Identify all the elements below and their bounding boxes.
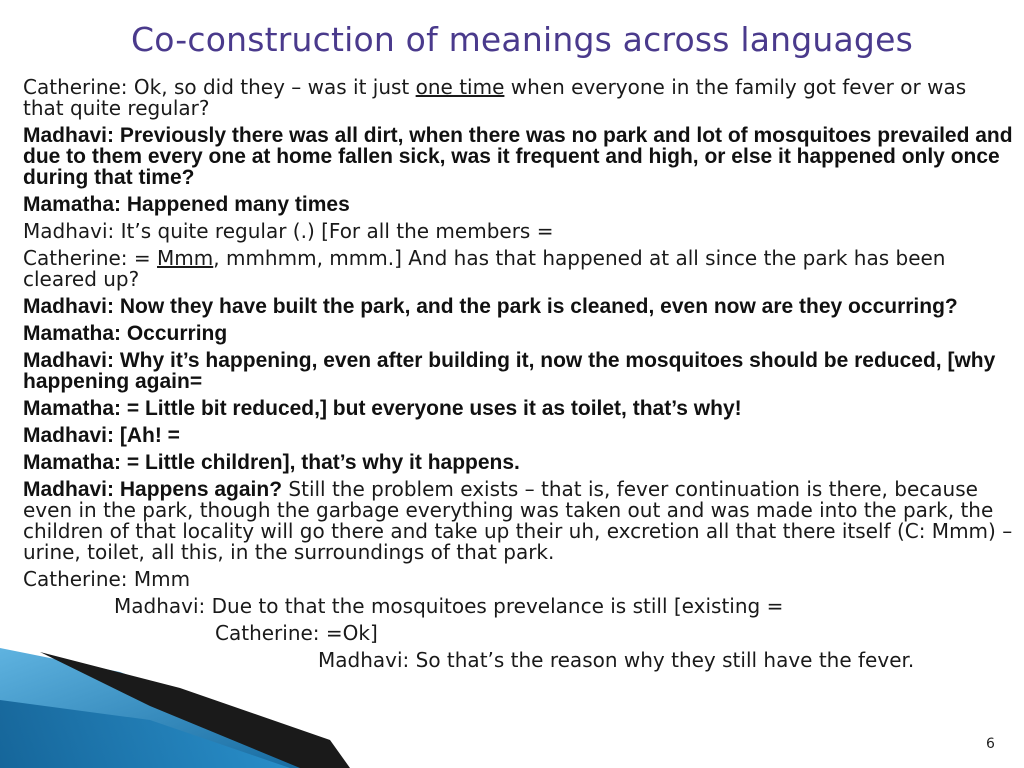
- slide-title: Co-construction of meanings across languages: [131, 20, 913, 59]
- line-text: Catherine: =: [23, 246, 158, 270]
- page-number: 6: [986, 736, 995, 752]
- transcript-line: Catherine: Mmm: [23, 567, 191, 591]
- transcript-line: Catherine: =Ok]: [215, 621, 378, 645]
- transcript-line: Madhavi: Due to that the mosquitoes prevelance is still [existing =: [114, 594, 784, 618]
- transcript-line: Madhavi: [Ah! =: [23, 424, 180, 447]
- transcript-line: Madhavi: So that’s the reason why they still have the fever.: [318, 648, 915, 672]
- speaker-bold-text: Madhavi: Happens again?: [23, 478, 283, 501]
- transcript-line: Madhavi: Why it’s happening, even after building it, now the mosquitoes should be reduced, [why happening again=: [23, 349, 996, 393]
- transcript-line: Madhavi: Previously there was all dirt, when there was no park and lot of mosquitoes prevailed and due to them every one at home fallen sick, was it frequent and high, or else it happened only once during that time?: [23, 124, 1013, 189]
- line-text: Catherine: Ok, so did they – was it just: [23, 75, 416, 99]
- transcript-line: [23, 77, 1013, 119]
- transcript-line: Madhavi: Now they have built the park, and the park is cleaned, even now are they occurring?: [23, 295, 958, 318]
- transcript-line: Mamatha: Happened many times: [23, 193, 350, 216]
- line-text: , mmhmm, mmm.] And has that happened at all since the park has been cleared up?: [23, 246, 946, 291]
- transcript-line: Mamatha: Occurring: [23, 322, 228, 345]
- transcript-line: Mamatha: = Little children], that’s why it happens.: [23, 451, 520, 474]
- line-text: when everyone in the family got fever or was that quite regular?: [23, 75, 967, 120]
- transcript-line: Madhavi: It’s quite regular (.) [For all the members =: [23, 219, 554, 243]
- line-text: Still the problem exists – that is, fever continuation is there, because even in the park, though the garbage everything was taken out and was made into the park, the children of that locality will go there and take up their uh, excretion all that there itself (C: Mmm) – urine, toilet, all this, in the surroundings of that park.: [23, 477, 1013, 564]
- underlined-text: one time: [415, 75, 505, 99]
- transcript-line: Mamatha: = Little bit reduced,] but everyone uses it as toilet, that’s why!: [23, 397, 742, 420]
- transcript-line: [23, 248, 1013, 290]
- transcript-line: [23, 479, 1013, 563]
- transcript: [23, 77, 1013, 677]
- underlined-text: Mmm: [157, 246, 214, 270]
